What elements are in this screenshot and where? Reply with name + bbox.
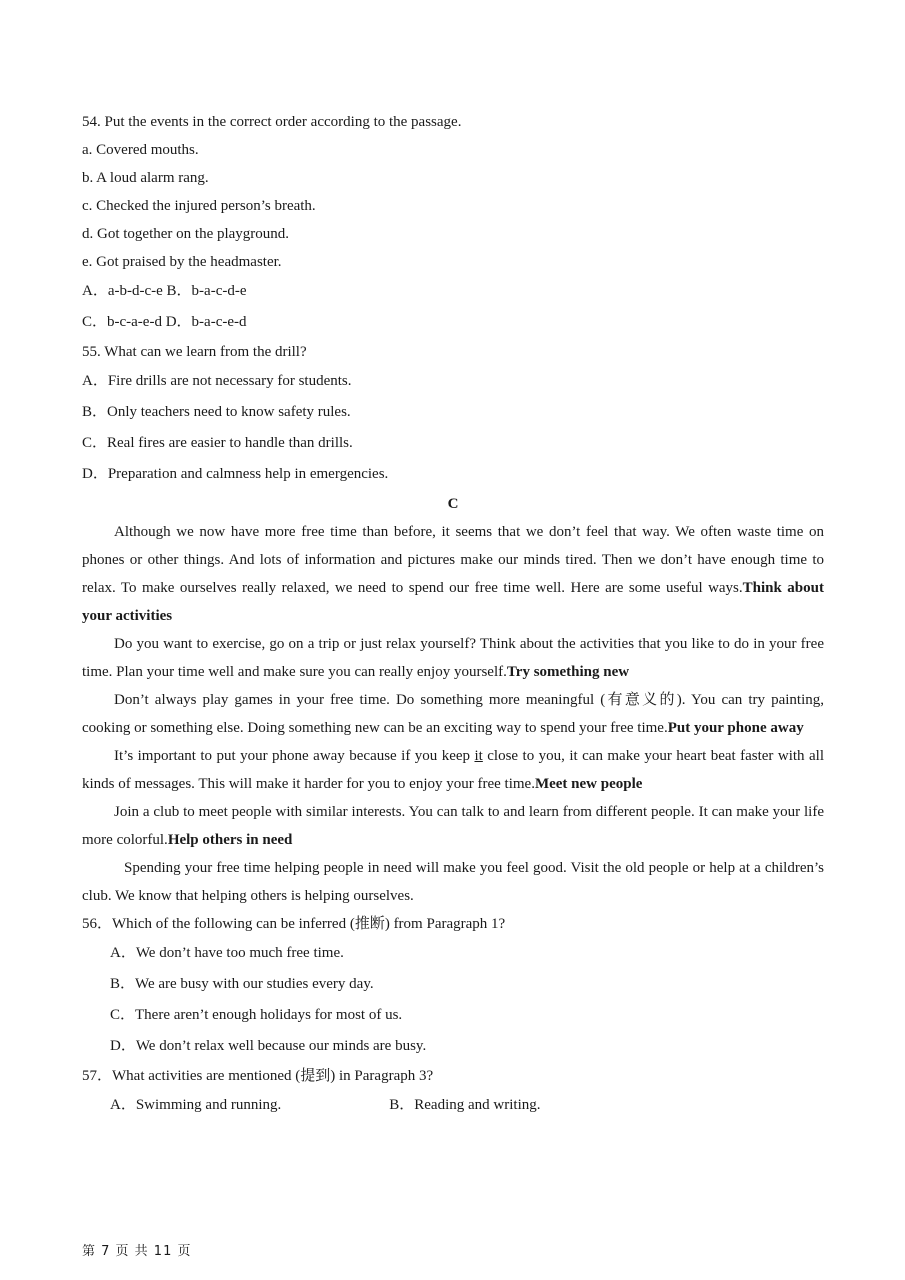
q54-event-a: a. Covered mouths.: [82, 142, 199, 158]
q54-options-row2: C．b-c-a-e-d D．b-a-c-e-d: [82, 314, 247, 330]
paragraph-2-text: Do you want to exercise, go on a trip or just relax yourself? Think about the activities that you like to do in your free time. Plan your time well and make sure you can really enjoy yourself.: [82, 636, 824, 680]
q55-option-d: D．Preparation and calmness help in emergencies.: [82, 466, 389, 482]
exam-page: [82, 108, 824, 1121]
q57-option-a: A．Swimming and running.: [110, 1097, 282, 1113]
passage-paragraph-1: [82, 518, 824, 630]
passage-paragraph-4: [82, 742, 824, 798]
heading-think-about-activities: Think about your activities: [82, 580, 824, 624]
paragraph-6-text: Spending your free time helping people in need will make you feel good. Visit the old people or help at a children’s club. We know that helping others is helping ourselves.: [82, 860, 824, 904]
q55-option-a: A．Fire drills are not necessary for students.: [82, 373, 352, 389]
passage-paragraph-6: [82, 854, 824, 910]
q56-option-b: B．We are busy with our studies every day.: [110, 976, 374, 992]
q55-option-b: B．Only teachers need to know safety rules.: [82, 404, 351, 420]
q55-stem: 55. What can we learn from the drill?: [82, 344, 307, 360]
paragraph-4-text-before: It’s important to put your phone away because if you keep: [114, 748, 475, 764]
heading-put-phone-away: Put your phone away: [667, 720, 804, 736]
paragraph-1-text: Although we now have more free time than before, it seems that we don’t feel that way. We often waste time on phones or other things. And lots of information and pictures make our minds tired. Then we don’t have enough time to relax. To make ourselves really relaxed, we need to spend our free time well. Here are some useful ways.: [82, 524, 824, 596]
q54-event-e: e. Got praised by the headmaster.: [82, 254, 282, 270]
q56-stem: 56．Which of the following can be inferred (推断) from Paragraph 1?: [82, 916, 506, 932]
paragraph-4-text-after: close to you, it can make your heart beat faster with all kinds of messages. This will make it harder for you to enjoy your free time.: [82, 748, 824, 792]
heading-meet-new-people: Meet new people: [534, 776, 643, 792]
q54-event-c: c. Checked the injured person’s breath.: [82, 198, 316, 214]
section-label: C: [447, 496, 459, 512]
q56-option-a: A．We don’t have too much free time.: [110, 945, 344, 961]
heading-help-others: Help others in need: [167, 832, 293, 848]
q54-stem: 54. Put the events in the correct order according to the passage.: [82, 114, 462, 130]
paragraph-4-underlined-word: it: [474, 748, 483, 764]
paragraph-5-text: Join a club to meet people with similar interests. You can talk to and learn from different people. It can make your life more colorful.: [82, 804, 824, 848]
q57-stem: 57．What activities are mentioned (提到) in Paragraph 3?: [82, 1068, 434, 1084]
paragraph-3-text: Don’t always play games in your free time. Do something more meaningful (有意义的). You can try painting, cooking or something else. Doing something new can be an exciting way to spend your free time.: [82, 692, 824, 736]
q57-option-b: B．Reading and writing.: [389, 1097, 541, 1113]
q54-options-row1: A．a-b-d-c-e B．b-a-c-d-e: [82, 283, 247, 299]
q54-event-d: d. Got together on the playground.: [82, 226, 290, 242]
passage-paragraph-3: [82, 686, 824, 742]
q54-event-b: b. A loud alarm rang.: [82, 170, 209, 186]
heading-try-something-new: Try something new: [506, 664, 630, 680]
q56-option-c: C．There aren’t enough holidays for most of us.: [110, 1007, 403, 1023]
q55-option-c: C．Real fires are easier to handle than drills.: [82, 435, 353, 451]
passage-paragraph-5: [82, 798, 824, 854]
q56-option-d: D．We don’t relax well because our minds are busy.: [110, 1038, 427, 1054]
page-number-footer: 第 7 页 共 11 页: [82, 1244, 192, 1259]
q57-options-row: [82, 1090, 824, 1121]
passage-paragraph-2: [82, 630, 824, 686]
